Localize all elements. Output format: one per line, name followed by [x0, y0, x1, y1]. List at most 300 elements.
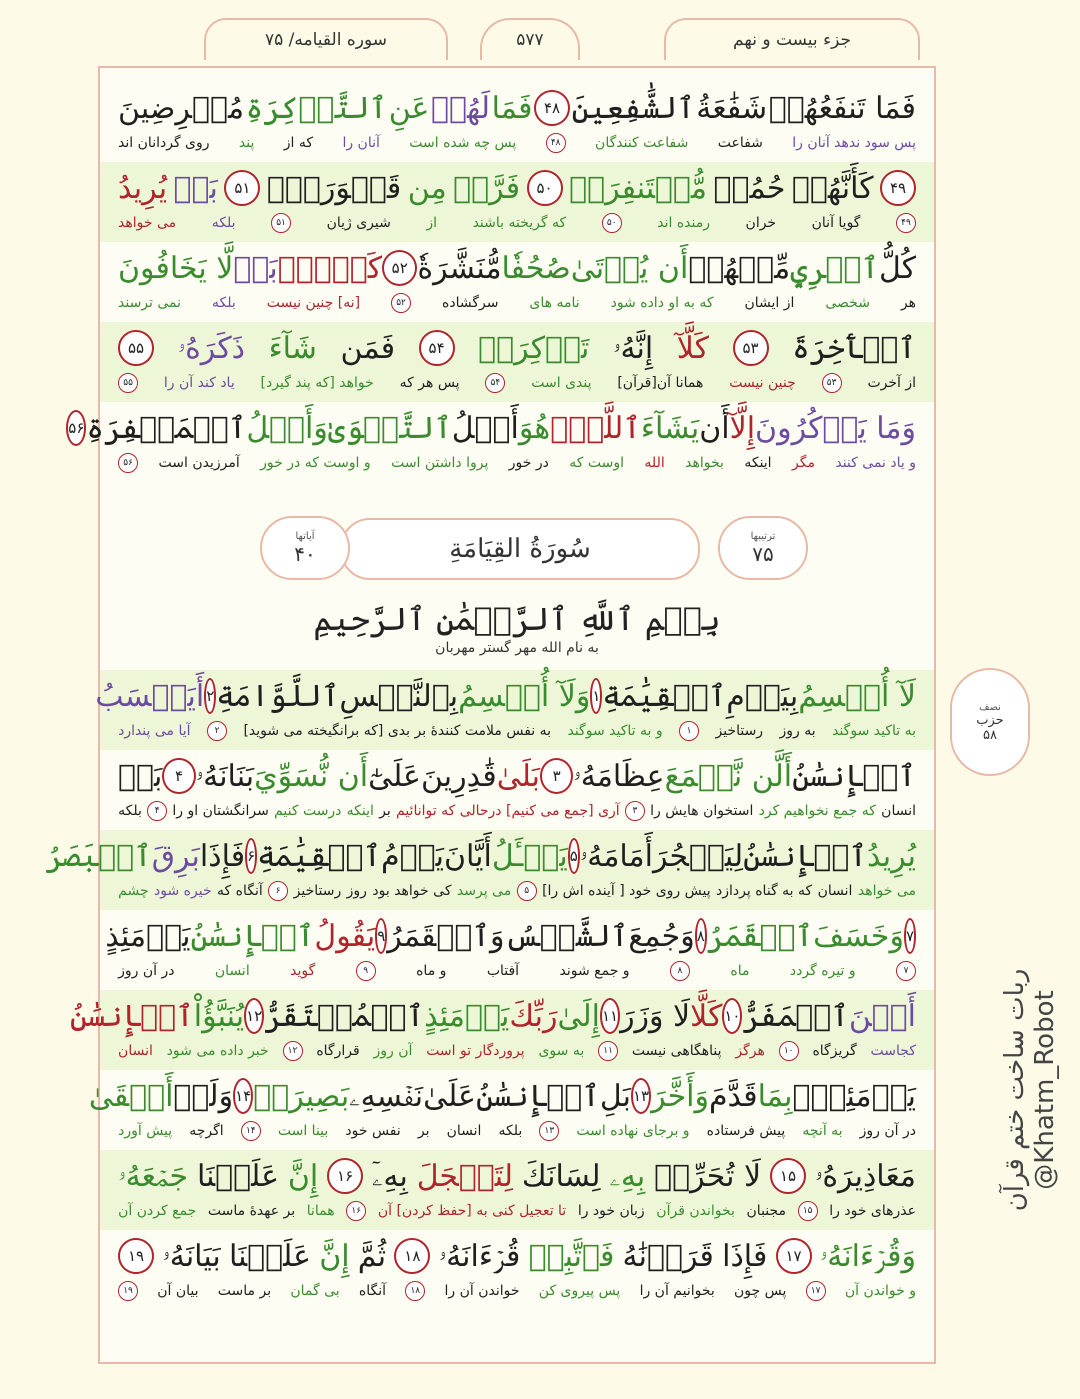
ayah-number-marker: ۱۶ [346, 1201, 366, 1221]
translation-word: جمع کردن آن [118, 1203, 197, 1219]
arabic-word: عَلَىٰ [423, 1078, 476, 1114]
verse-row [100, 322, 934, 402]
ayah-number-marker: ۱۵ [770, 1158, 806, 1194]
translation-word: خواهد [که پند گیرد] [260, 375, 374, 391]
translation-word: بلکه [118, 803, 142, 819]
arabic-word: شَفَٰعَةُ [696, 90, 768, 126]
arabic-word: عَلَيۡنَا [228, 1238, 311, 1274]
translation-word: به روز [779, 723, 816, 739]
ayah-number-marker: ۷ [904, 918, 916, 954]
arabic-word: لَهُمۡ [431, 90, 491, 126]
arabic-word: وَمَا يَذۡكُرُونَ [755, 410, 916, 446]
translation-word: گویا آنان [811, 215, 861, 231]
verse-row [45, 830, 934, 910]
ayah-number-marker: ۹ [375, 918, 387, 954]
arabic-word: يُرِيدُ [867, 838, 916, 874]
ayah-number-marker: ۱ [590, 678, 602, 714]
ayah-number-marker: ۵۴ [485, 373, 505, 393]
translation-word: شیری ژیان [326, 215, 391, 231]
ayah-number-marker: ۱۱ [598, 1041, 618, 1061]
translation-line [118, 718, 916, 744]
hizb-marker [950, 668, 1030, 776]
translation-word: همانا [306, 1203, 335, 1219]
ayah-number-marker: ۵۵ [118, 373, 138, 393]
arabic-word: أَمَامَهُۥ [579, 838, 653, 874]
arabic-word: عَنِ [388, 90, 430, 126]
arabic-word: ٱلۡإِنسَٰنُ [743, 838, 867, 874]
verse-row [95, 670, 934, 750]
arabic-word: لَا وَزَرَ [620, 998, 691, 1034]
arabic-word: ٱلۡإِنسَٰنُ [792, 758, 916, 794]
translation-word: رمنده اند [657, 215, 710, 231]
translation-word: انسان [881, 803, 916, 819]
arabic-word: قُرۡءَانَهُۥ [438, 1238, 521, 1274]
arabic-word: بِهِۦٓ [371, 1158, 408, 1194]
translation-line [118, 1198, 916, 1224]
arabic-word: يَشَآءَ [640, 410, 700, 446]
ayah-number-marker: ۱۵ [798, 1201, 818, 1221]
translation-word: شفاعت [717, 135, 763, 151]
arabic-word: أَيَحۡسَبُ [95, 678, 205, 714]
arabic-word: يُرِيدُ [118, 170, 168, 206]
translation-word: رستاخیز [715, 723, 764, 739]
ayah-number-marker: ۶ [245, 838, 257, 874]
arabic-line [88, 1074, 916, 1118]
translation-word: و یاد نمی کنند [835, 455, 916, 471]
translation-word: روز [346, 883, 367, 899]
ayah-number-marker: ۱۴ [233, 1078, 253, 1114]
translation-word: چنین نیست [729, 375, 796, 391]
arabic-word: مُّنَشَّرَةٗ [417, 250, 502, 286]
translation-word: و تیره گردد [789, 963, 856, 979]
translation-word: خبر داده می شود [166, 1043, 269, 1059]
translation-word: همانا آن[قرآن] [617, 375, 704, 391]
ayah-number-marker: ۳ [540, 758, 573, 794]
arabic-word: بِٱلنَّفۡسِ [339, 678, 459, 714]
translation-word: و برجای نهاده است [576, 1123, 690, 1139]
translation-line [118, 1118, 916, 1144]
ayah-number-marker: ۸ [695, 918, 707, 954]
translation-line [118, 878, 916, 904]
verse-row [100, 1230, 934, 1310]
arabic-word: فَمَا [491, 90, 533, 126]
translation-word: هرگز [735, 1043, 765, 1059]
arabic-word: بَيَانَهُۥ [162, 1238, 221, 1274]
ayah-number-marker: ۵۱ [271, 213, 291, 233]
arabic-word: شَآءَ [268, 330, 317, 366]
arabic-word: بَرِقَ [151, 838, 200, 874]
watermark-handle: @Khatm_Robot [1030, 990, 1060, 1190]
ayah-number-marker: ۴۹ [896, 213, 916, 233]
translation-word: بلکه [498, 1123, 523, 1139]
translation-word: پندی است [531, 375, 592, 391]
ayah-number-marker: ۱۱ [600, 998, 620, 1034]
ayah-number-marker: ۲ [204, 678, 216, 714]
translation-word: مجنبان [746, 1203, 787, 1219]
arabic-word: كَلَّا [690, 998, 723, 1034]
surah-order-badge [718, 516, 808, 580]
arabic-word: وَخَسَفَ [813, 918, 904, 954]
arabic-word: لِيَفۡجُرَ [652, 838, 744, 874]
verse-row [100, 82, 934, 162]
translation-word: پیش روی خود [ آینده اش را] [542, 883, 711, 899]
ayah-number-marker: ۵ [517, 881, 537, 901]
translation-word: بی گمان [290, 1283, 340, 1299]
arabic-line [118, 166, 916, 210]
arabic-word: هُوَ [518, 410, 551, 446]
arabic-word: بَصِيرَةٞ [253, 1078, 350, 1114]
ayah-number-marker: ۶ [268, 881, 288, 901]
arabic-word: ٱلشَّمۡسُ [504, 918, 629, 954]
translation-word: بخوانیم آن را [639, 1283, 715, 1299]
ayah-number-marker: ۱۰ [779, 1041, 799, 1061]
surah-title: سُورَةُ القِيَامَةِ [340, 518, 700, 580]
arabic-word: وَأَهۡلُ [246, 410, 328, 446]
translation-word: و اوست که در خور [260, 455, 371, 471]
translation-word: بر ماست [217, 1283, 272, 1299]
arabic-word: فَٱتَّبِعۡ [528, 1238, 615, 1274]
translation-word: خیره شود [154, 883, 212, 899]
translation-word: از [426, 215, 438, 231]
translation-word: نفس خود [345, 1123, 401, 1139]
translation-word: [نه] چنین نیست [266, 295, 361, 311]
translation-word: تا تعجیل کنی به [حفظ کردن] آن [377, 1203, 567, 1219]
arabic-word: لَآ أُقۡسِمُ [798, 678, 916, 714]
ayah-number-marker: ۹ [356, 961, 376, 981]
translation-word: نامه های [529, 295, 580, 311]
juz-label: جزء بیست و نهم [664, 18, 920, 60]
arabic-word: بِمَا [757, 1078, 793, 1114]
verse-row [69, 990, 934, 1070]
translation-word: شفاعت کنندگان [595, 135, 689, 151]
ayah-number-marker: ۱۲ [244, 998, 264, 1034]
ayah-number-marker: ۷ [896, 961, 916, 981]
arabic-word: وَقُرۡءَانَهُۥ [819, 1238, 916, 1274]
arabic-word: أَن [699, 410, 730, 446]
translation-line [118, 798, 916, 824]
translation-word: سرگشاده [442, 295, 499, 311]
ayah-number-marker: ۱ [679, 721, 699, 741]
arabic-line [118, 754, 916, 798]
arabic-word: إِنَّ [287, 1158, 319, 1194]
translation-word: پند [238, 135, 255, 151]
translation-word: بخواندن قرآن [656, 1203, 735, 1219]
translation-word: اینکه [346, 803, 374, 819]
arabic-line [118, 86, 916, 130]
arabic-line [118, 326, 916, 370]
translation-word: مگر [791, 455, 815, 471]
arabic-word: فَرَّتۡ [453, 170, 521, 206]
ayah-number-marker: ۱۰ [722, 998, 742, 1034]
ayat-count-badge [260, 516, 350, 580]
arabic-line [69, 994, 916, 1038]
translation-word: الله [644, 455, 665, 471]
translation-word: و به تاکید سوگند [567, 723, 663, 739]
translation-word: آیا می پندارد [118, 723, 191, 739]
arabic-word: يُنَبَّؤُاْ [193, 998, 245, 1034]
ayah-number-marker: ۵۶ [66, 410, 86, 446]
translation-word: یاد کند آن را [163, 375, 235, 391]
arabic-word: إِنَّهُۥ [612, 330, 654, 366]
arabic-word: أَيَّانَ [443, 838, 492, 874]
arabic-line [118, 1154, 916, 1198]
translation-word: پس چون [734, 1283, 787, 1299]
ayat-number: ۴۰ [294, 541, 316, 566]
basmala-arabic: بِسۡمِ ٱللَّهِ ٱلرَّحۡمَٰنِ ٱلرَّحِيمِ [313, 600, 721, 638]
arabic-word: مُّسۡتَنفِرَةٞ [569, 170, 707, 206]
order-label: ترتیبها [750, 530, 776, 542]
translation-word: خواندن آن را [444, 1283, 520, 1299]
ayah-number-marker: ۵۰ [602, 213, 622, 233]
arabic-word: كُلُّ [878, 250, 916, 286]
arabic-word: بَلۡ [233, 250, 278, 286]
arabic-word: بَنَانَهُۥ [195, 758, 255, 794]
translation-word: اوست که [569, 455, 625, 471]
translation-word: قرارگاه [316, 1043, 360, 1059]
arabic-line [118, 1234, 916, 1278]
ayah-number-marker: ۱۹ [118, 1238, 154, 1274]
surah-reference: سوره القیامه/ ۷۵ [204, 18, 448, 60]
arabic-word: وَٱلۡقَمَرُ [387, 918, 505, 954]
translation-word: نمی ترسند [118, 295, 182, 311]
translation-line [118, 1038, 916, 1064]
arabic-word: صُحُفٗا [501, 250, 571, 286]
verse-row [100, 910, 934, 990]
translation-line [118, 290, 916, 316]
arabic-word: يَقُولُ [314, 918, 376, 954]
translation-line [118, 450, 916, 476]
translation-word: سرانگشتان او را [172, 803, 269, 819]
arabic-word: لَا تُحَرِّكۡ [654, 1158, 762, 1194]
translation-word: بلکه [211, 215, 236, 231]
ayah-number-marker: ۸ [670, 961, 690, 981]
arabic-word: عِظَامَهُۥ [573, 758, 665, 794]
verse-row [100, 1150, 934, 1230]
arabic-word: عَلَيۡنَا [196, 1158, 279, 1194]
translation-word: بلکه [212, 295, 236, 311]
ayah-number-marker: ۱۹ [118, 1281, 138, 1301]
ayah-number-marker: ۵۳ [822, 373, 842, 393]
translation-word: بر [379, 803, 391, 819]
translation-word: پروردگار تو است [426, 1043, 525, 1059]
verse-row [100, 750, 934, 830]
arabic-word: لِتَعۡجَلَ [416, 1158, 513, 1194]
translation-line [118, 130, 916, 156]
translation-word: می خواهد [118, 215, 177, 231]
ayah-number-marker: ۱۴ [241, 1121, 261, 1141]
translation-word: که از [283, 135, 314, 151]
arabic-line [68, 406, 916, 450]
hizb-number: ۵۸ [983, 727, 997, 743]
arabic-word: كَأَنَّهُمۡ [791, 170, 874, 206]
ayah-number-marker: ۲ [207, 721, 227, 741]
ayah-number-marker: ۵۶ [118, 453, 138, 473]
arabic-word: ٱلۡبَصَرُ [45, 838, 152, 874]
translation-word: کی خواهد بود [372, 883, 452, 899]
arabic-word: بَلۡ [173, 170, 218, 206]
ayah-number-marker: ۱۲ [283, 1041, 303, 1061]
arabic-word: إِلَىٰ [557, 998, 600, 1034]
ayah-number-marker: ۴۹ [880, 170, 916, 206]
ayah-number-marker: ۱۸ [394, 1238, 430, 1274]
arabic-line [45, 834, 916, 878]
verses-bottom [45, 670, 934, 1310]
translation-word: آری [جمع می کنیم] درحالی که توانائیم [396, 803, 620, 819]
arabic-word: فَإِذَا [722, 1238, 768, 1274]
translation-word: از آخرت [867, 375, 916, 391]
watermark [990, 900, 1070, 1280]
translation-word: خران [745, 215, 777, 231]
arabic-word: تَذۡكِرَةٞ [478, 330, 590, 366]
arabic-word: مِن [407, 170, 447, 206]
arabic-word: يَوۡمَئِذِۭ [792, 1078, 916, 1114]
arabic-word: ٱلۡقَمَرُ [706, 918, 814, 954]
arabic-word: ٱللَّوَّامَةِ [216, 678, 340, 714]
translation-word: و ماه [416, 963, 447, 979]
arabic-word: ٱلتَّقۡوَىٰ [327, 410, 452, 446]
translation-word: زبان خود را [577, 1203, 645, 1219]
ayah-number-marker: ۵۲ [391, 293, 411, 313]
arabic-word: بَلَىٰ [496, 758, 541, 794]
arabic-word: بِهِۦ [609, 1158, 646, 1194]
arabic-word: أَهۡلُ [451, 410, 519, 446]
ayah-number-marker: ۱۸ [405, 1281, 425, 1301]
translation-word: در خور [508, 455, 549, 471]
arabic-word: فَإِذَا [199, 838, 246, 874]
arabic-word: كَلَّآ [676, 330, 709, 366]
translation-word: انسان [214, 963, 250, 979]
translation-word: پیش آورد [118, 1123, 173, 1139]
translation-word: هر [900, 295, 916, 311]
translation-word: به سوی [538, 1043, 585, 1059]
translation-word: در آن روز [118, 963, 175, 979]
translation-word: آنان را [342, 135, 380, 151]
hizb-half-label: نصف [979, 701, 1001, 713]
arabic-word: إِنَّ [319, 1238, 350, 1274]
translation-word: در آن روز [859, 1123, 916, 1139]
arabic-word: ٱلۡإِنسَٰنُ [190, 918, 315, 954]
arabic-line [95, 674, 916, 718]
translation-line [118, 210, 916, 236]
translation-word: و خواندن آن [844, 1283, 916, 1299]
translation-word: آنگاه [358, 1283, 387, 1299]
arabic-word: ٱللَّهُۚ [550, 410, 641, 446]
arabic-word: أَلۡقَىٰ [88, 1078, 174, 1114]
verse-row [100, 242, 934, 322]
verse-row [100, 162, 934, 242]
ayah-number-marker: ۵۱ [224, 170, 260, 206]
arabic-word: ٱلۡأٓخِرَةَ [792, 330, 916, 366]
translation-word: و جمع شوند [559, 963, 630, 979]
arabic-word: إِلَّآ [729, 410, 756, 446]
arabic-word: مَعَاذِيرَهُۥ [814, 1158, 916, 1194]
arabic-word: أَن يُؤۡتَىٰ [570, 250, 689, 286]
arabic-word: ٱلشَّٰفِعِينَ [571, 90, 695, 126]
translation-word: پناهگاهی نیست [631, 1043, 722, 1059]
translation-word: بخواهد [685, 455, 724, 471]
verses-top [68, 82, 934, 482]
arabic-word: أَيۡنَ [848, 998, 916, 1034]
arabic-word: فَمَن [340, 330, 396, 366]
arabic-word: ٱلۡمُسۡتَقَرُّ [264, 998, 425, 1034]
ayah-number-marker: ۱۶ [327, 1158, 363, 1194]
arabic-word: وَجُمِعَ [628, 918, 695, 954]
translation-word: چشم [118, 883, 149, 899]
arabic-word: لَّا يَخَافُونَ [118, 250, 234, 286]
translation-line [118, 1278, 916, 1304]
arabic-word: ٱمۡرِيٕ [790, 250, 879, 286]
translation-word: آن روز [373, 1043, 413, 1059]
arabic-word: قَسۡوَرَةِۭ [266, 170, 402, 206]
translation-word: گوید [290, 963, 316, 979]
translation-word: که به گناه پردازد [716, 883, 813, 899]
arabic-word: ٱلۡإِنسَٰنُ [475, 1078, 600, 1114]
translation-word: کجاست [870, 1043, 916, 1059]
translation-word: پس چه شده است [409, 135, 517, 151]
translation-word: به نفس ملامت کنندهٔ بر بدی [که برانگیخته می شوید] [243, 723, 552, 739]
arabic-word: أَلَّن نَّجۡمَعَ [664, 758, 793, 794]
arabic-word: ٱلتَّذۡكِرَةِ [245, 90, 388, 126]
arabic-word: ٱلۡمَفَرُّ [742, 998, 849, 1034]
translation-word: رستاخیز [293, 883, 342, 899]
translation-word: پیش فرستاده [706, 1123, 786, 1139]
arabic-word: يَوۡمَئِذٍ [424, 998, 510, 1034]
translation-word: پس هر که [399, 375, 460, 391]
arabic-word: يَوۡمَئِذٍ [105, 918, 191, 954]
ayah-number-marker: ۱۳ [539, 1121, 559, 1141]
translation-word: از ایشان [744, 295, 795, 311]
translation-line [118, 958, 916, 984]
ayah-number-marker: ۴ [162, 758, 195, 794]
translation-word: روی گردانان اند [118, 135, 210, 151]
translation-word: انسان [817, 883, 853, 899]
verse-row [68, 402, 934, 482]
arabic-word: ثُمَّ [357, 1238, 387, 1274]
basmala-translation: به نام الله مهر گستر مهربان [435, 640, 599, 656]
translation-word: درست کنیم [274, 803, 342, 819]
arabic-word: بَلِ [599, 1078, 631, 1114]
ayah-number-marker: ۱۳ [631, 1078, 651, 1114]
arabic-word: كَلَّاۖ [277, 250, 383, 286]
arabic-word: ذَكَرَهُۥ [177, 330, 245, 366]
translation-word: پس سود ندهد آنان را [792, 135, 916, 151]
translation-word: استخوان هایش را [650, 803, 754, 819]
arabic-word: فَمَا تَنفَعُهُمۡ [768, 90, 916, 126]
arabic-line [105, 914, 916, 958]
translation-word: پس پیروی کن [538, 1283, 621, 1299]
arabic-word: وَلَآ أُقۡسِمُ [458, 678, 591, 714]
translation-word: بینا است [277, 1123, 329, 1139]
ayat-label: آیاتها [295, 530, 315, 542]
translation-word: اینکه [744, 455, 772, 471]
arabic-word: لِسَانَكَ [521, 1158, 601, 1194]
translation-word: بیان آن [157, 1283, 199, 1299]
translation-word: اگرچه [189, 1123, 224, 1139]
translation-word: بر عهدهٔ ماست [207, 1203, 296, 1219]
translation-word: گریزگاه [812, 1043, 857, 1059]
translation-word: انسان [118, 1043, 153, 1059]
translation-word: بر [417, 1123, 430, 1139]
translation-word: ماه [730, 963, 750, 979]
arabic-word: جَمۡعَهُۥ [118, 1158, 189, 1194]
arabic-word: وَأَخَّرَ [651, 1078, 709, 1114]
surah-banner [100, 506, 934, 596]
arabic-word: قَرَأۡنَٰهُ [622, 1238, 714, 1274]
ayah-number-marker: ۵۲ [382, 250, 417, 286]
translation-word: عذرهای خود را [829, 1203, 916, 1219]
arabic-word: ٱلۡقِيَٰمَةِ [257, 838, 382, 874]
arabic-word: قَدَّمَ [708, 1078, 758, 1114]
